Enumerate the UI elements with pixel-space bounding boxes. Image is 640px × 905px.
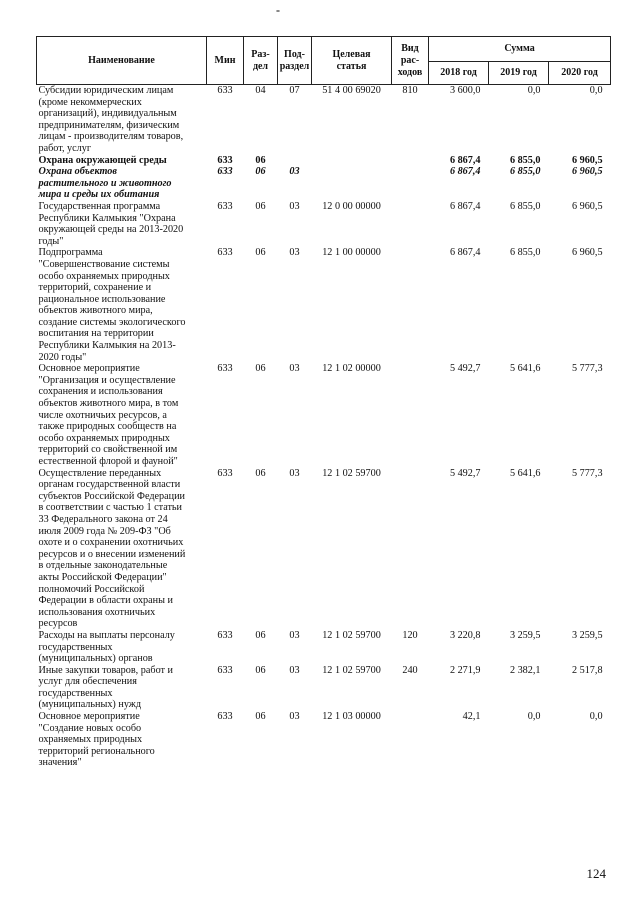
header-target: Целевая статья [312,37,392,85]
row-min: 633 [217,200,233,212]
row-vid [392,711,429,769]
row-vid [392,201,429,247]
row-sum-2020: 0,0 [589,711,603,723]
stray-mark: - [276,3,280,17]
row-razdel: 06 [255,247,266,259]
row-target: 51 4 00 69020 [322,85,381,96]
row-sum-2019: 5 641,6 [509,363,541,375]
row-sum-2019: 2 382,1 [509,664,541,676]
row-sum-2018: 2 271,9 [449,664,481,676]
row-vid [392,247,429,363]
row-sum-2019: 0,0 [527,85,541,96]
row-name: Основное мероприятие "Организация и осуществление сохранения и использования объектов животного мира, в том числе охотничьих ресурсов, а также природных сообществ на особо охраняемых природных территорий со свойственной им естественной флорой и фауной" [38,363,179,467]
table-row [37,85,611,155]
header-razdel: Раз- дел [244,37,278,85]
row-sum-2018: 3 220,8 [449,629,481,641]
table-row [37,630,611,665]
header-name: Наименование [37,37,207,85]
row-min: 633 [217,247,233,259]
header-2019: 2019 год [489,62,549,85]
row-podrazdel [278,155,312,167]
row-target: 12 0 00 00000 [322,200,381,212]
page-number: 124 [586,866,606,881]
row-sum-2019: 3 259,5 [509,629,541,641]
table-row [37,665,611,711]
row-vid: 120 [402,629,418,641]
row-razdel: 06 [255,200,266,212]
row-min: 633 [217,154,233,166]
row-name: Иные закупки товаров, работ и услуг для обеспечения государственных (муниципальных) нужд [38,664,173,711]
row-sum-2019: 6 855,0 [509,200,541,212]
row-podrazdel: 03 [289,166,300,178]
row-name: Осуществление переданных органам государственной власти субъектов Российской Федерации в соответствии с частью 1 статьи 33 Федерального закона от 24 июля 2009 года № 209-ФЗ "Об охоте и о сохранении охотничьих ресурсов и о внесении изменений в отдельные законодательные акты Российской Федерации" полномочий Российской Федерации в области охраны и использования охотничьих ресурсов [38,467,186,630]
row-min: 633 [217,711,233,723]
row-sum-2018: 6 867,4 [449,200,481,212]
row-sum-2020: 5 777,3 [571,363,603,375]
row-sum-2019: 5 641,6 [509,467,541,479]
row-razdel: 04 [255,85,266,96]
row-name: Охрана объектов растительного и животного мира и среды их обитания [38,166,172,201]
row-name: Субсидии юридическим лицам (кроме некоммерческих организаций), индивидуальным предпринимателям, физическим лицам - производителям товаров, работ, услуг [38,85,184,154]
row-name: Государственная программа Республики Калмыкия "Охрана окружающей среды на 2013-2020 годы" [38,200,184,247]
row-sum-2019: 6 855,0 [509,166,541,178]
header-vid: Вид рас- ходов [392,37,429,85]
row-vid [392,468,429,630]
row-min: 633 [217,664,233,676]
row-min: 633 [217,467,233,479]
row-podrazdel: 03 [289,363,300,375]
row-sum-2019: 6 855,0 [509,154,541,166]
row-sum-2020: 5 777,3 [571,467,603,479]
row-podrazdel: 07 [289,85,300,96]
row-target: 12 1 02 59700 [322,467,381,479]
row-razdel: 06 [255,154,266,166]
row-razdel: 06 [255,664,266,676]
row-target: 12 1 02 59700 [322,664,381,676]
row-sum-2018: 6 867,4 [449,166,481,178]
table-row [37,363,611,467]
row-podrazdel: 03 [289,664,300,676]
row-min: 633 [217,85,233,96]
budget-table [36,36,611,769]
row-sum-2018: 3 600,0 [449,85,481,96]
header-2018: 2018 год [429,62,489,85]
table-row [37,247,611,363]
row-sum-2020: 6 960,5 [571,166,603,178]
row-name: Расходы на выплаты персоналу государственных (муниципальных) органов [38,629,175,665]
row-min: 633 [217,363,233,375]
row-target: 12 1 03 00000 [322,711,381,723]
row-target [312,155,392,167]
row-vid [392,363,429,467]
row-sum-2018: 42,1 [462,711,481,723]
row-target: 12 1 00 00000 [322,247,381,259]
row-sum-2020: 6 960,5 [571,154,603,166]
row-name: Охрана окружающей среды [38,154,167,166]
row-name: Основное мероприятие "Создание новых особо охраняемых природных территорий регионального значения" [38,711,155,769]
row-podrazdel: 03 [289,467,300,479]
row-razdel: 06 [255,629,266,641]
table-row [37,468,611,630]
row-target: 12 1 02 00000 [322,363,381,375]
header-podrazdel: Под- раздел [278,37,312,85]
row-razdel: 06 [255,467,266,479]
table-body [37,85,611,770]
row-min: 633 [217,166,233,178]
row-sum-2020: 0,0 [589,85,603,96]
table-row [37,711,611,769]
row-podrazdel: 03 [289,247,300,259]
row-podrazdel: 03 [289,200,300,212]
table-row [37,155,611,167]
row-sum-2018: 5 492,7 [449,363,481,375]
header-min: Мин [207,37,244,85]
row-sum-2020: 6 960,5 [571,247,603,259]
row-podrazdel: 03 [289,629,300,641]
row-target: 12 1 02 59700 [322,629,381,641]
table-row [37,166,611,201]
row-razdel: 06 [255,711,266,723]
row-sum-2019: 0,0 [527,711,541,723]
row-razdel: 06 [255,166,266,178]
row-name: Подпрограмма "Совершенствование системы особо охраняемых природных территорий, сохранение и рациональное использование объектов животного мира, создание системы экологического воспитания на территории Республики Калмыкия на 2013- 2020 годы" [38,247,186,363]
row-vid [392,166,429,201]
row-razdel: 06 [255,363,266,375]
row-sum-2018: 6 867,4 [449,247,481,259]
row-vid: 240 [402,664,418,676]
row-sum-2018: 5 492,7 [449,467,481,479]
row-sum-2020: 6 960,5 [571,200,603,212]
row-vid: 810 [402,85,418,96]
table-row [37,201,611,247]
header-sum: Сумма [429,37,611,62]
row-target [312,166,392,201]
row-sum-2020: 2 517,8 [571,664,603,676]
row-sum-2020: 3 259,5 [571,629,603,641]
row-sum-2018: 6 867,4 [449,154,481,166]
row-vid [392,155,429,167]
header-2020: 2020 год [549,62,611,85]
row-podrazdel: 03 [289,711,300,723]
row-min: 633 [217,629,233,641]
row-sum-2019: 6 855,0 [509,247,541,259]
